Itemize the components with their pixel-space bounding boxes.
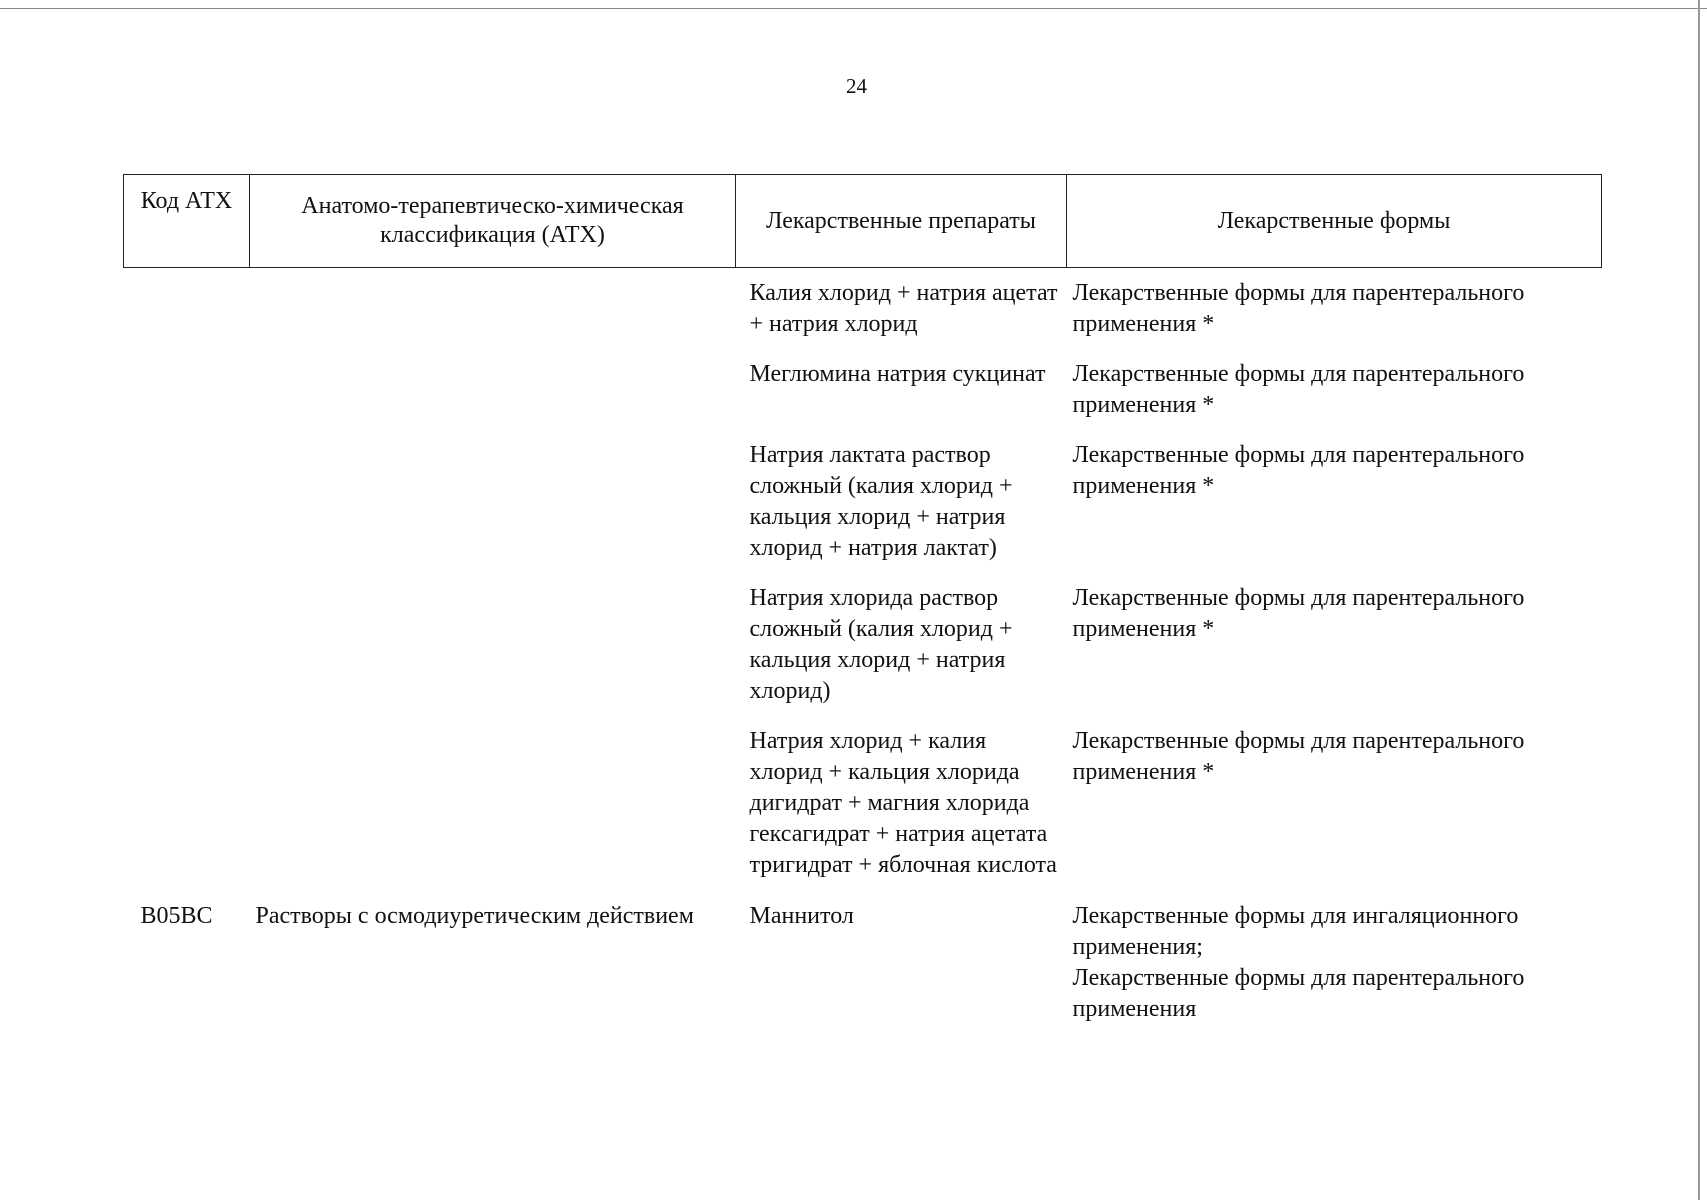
- header-atc-code: Код АТХ: [124, 175, 250, 268]
- form-text: Лекарственные формы для парентерального применения *: [1072, 585, 1525, 642]
- classification-cell: [250, 564, 736, 707]
- drug-cell: Меглюмина натрия сукцинат: [749, 361, 1046, 387]
- drug-cell: Натрия лактата раствор сложный (калия хлорид + кальция хлорид + натрия хлорид + натрия лактат): [749, 442, 1013, 561]
- atc-code-cell: B05BC: [140, 903, 213, 929]
- drug-cell: Натрия хлорид + калия хлорид + кальция хлорида дигидрат + магния хлорида гексагидрат + натрия ацетата тригидрат + яблочная кислота: [749, 728, 1057, 878]
- table-header: [124, 175, 1602, 268]
- form-text: Лекарственные формы для парентерального применения *: [1072, 361, 1525, 418]
- atc-code-cell: [124, 564, 250, 707]
- drug-cell: Натрия хлорида раствор сложный (калия хлорид + кальция хлорид + натрия хлорид): [749, 585, 1013, 704]
- header-drugs: Лекарственные препараты: [736, 175, 1067, 268]
- classification-cell: Растворы с осмодиуретическим действием: [255, 903, 694, 929]
- header-forms: Лекарственные формы: [1067, 175, 1602, 268]
- atc-code-cell: [124, 340, 250, 421]
- form-text: Лекарственные формы для парентерального применения *: [1072, 280, 1525, 337]
- table-row: [124, 707, 1602, 881]
- forms-cell: [1067, 268, 1602, 341]
- table-row: [124, 564, 1602, 707]
- drug-cell: Калия хлорид + натрия ацетат + натрия хлорид: [749, 280, 1058, 337]
- forms-cell: [1067, 340, 1602, 421]
- form-text: Лекарственные формы для парентерального применения: [1072, 965, 1525, 1022]
- classification-cell: [250, 340, 736, 421]
- forms-cell: [1067, 881, 1602, 1025]
- atc-code-cell: [124, 707, 250, 881]
- atc-table: [123, 174, 1602, 1025]
- table-row: [124, 340, 1602, 421]
- form-text: Лекарственные формы для парентерального применения *: [1072, 442, 1525, 499]
- form-text: Лекарственные формы для ингаляционного применения;: [1072, 903, 1519, 960]
- atc-code-cell: [124, 421, 250, 564]
- forms-cell: [1067, 421, 1602, 564]
- table-row: [124, 421, 1602, 564]
- drug-cell: Маннитол: [749, 903, 854, 929]
- classification-cell: [250, 707, 736, 881]
- page-number: 24: [846, 74, 867, 98]
- forms-cell: [1067, 707, 1602, 881]
- header-classification: Анатомо-терапевтическо-химическая классификация (АТХ): [250, 175, 736, 268]
- table-row: [124, 268, 1602, 341]
- scan-edge-right: [1698, 0, 1700, 1200]
- forms-cell: [1067, 564, 1602, 707]
- header-row: [124, 175, 1602, 268]
- scan-edge-top: [0, 8, 1707, 9]
- classification-cell: [250, 268, 736, 341]
- table-body: [124, 268, 1602, 1026]
- classification-cell: [250, 421, 736, 564]
- table-row: [124, 881, 1602, 1025]
- atc-code-cell: [124, 268, 250, 341]
- form-text: Лекарственные формы для парентерального применения *: [1072, 728, 1525, 785]
